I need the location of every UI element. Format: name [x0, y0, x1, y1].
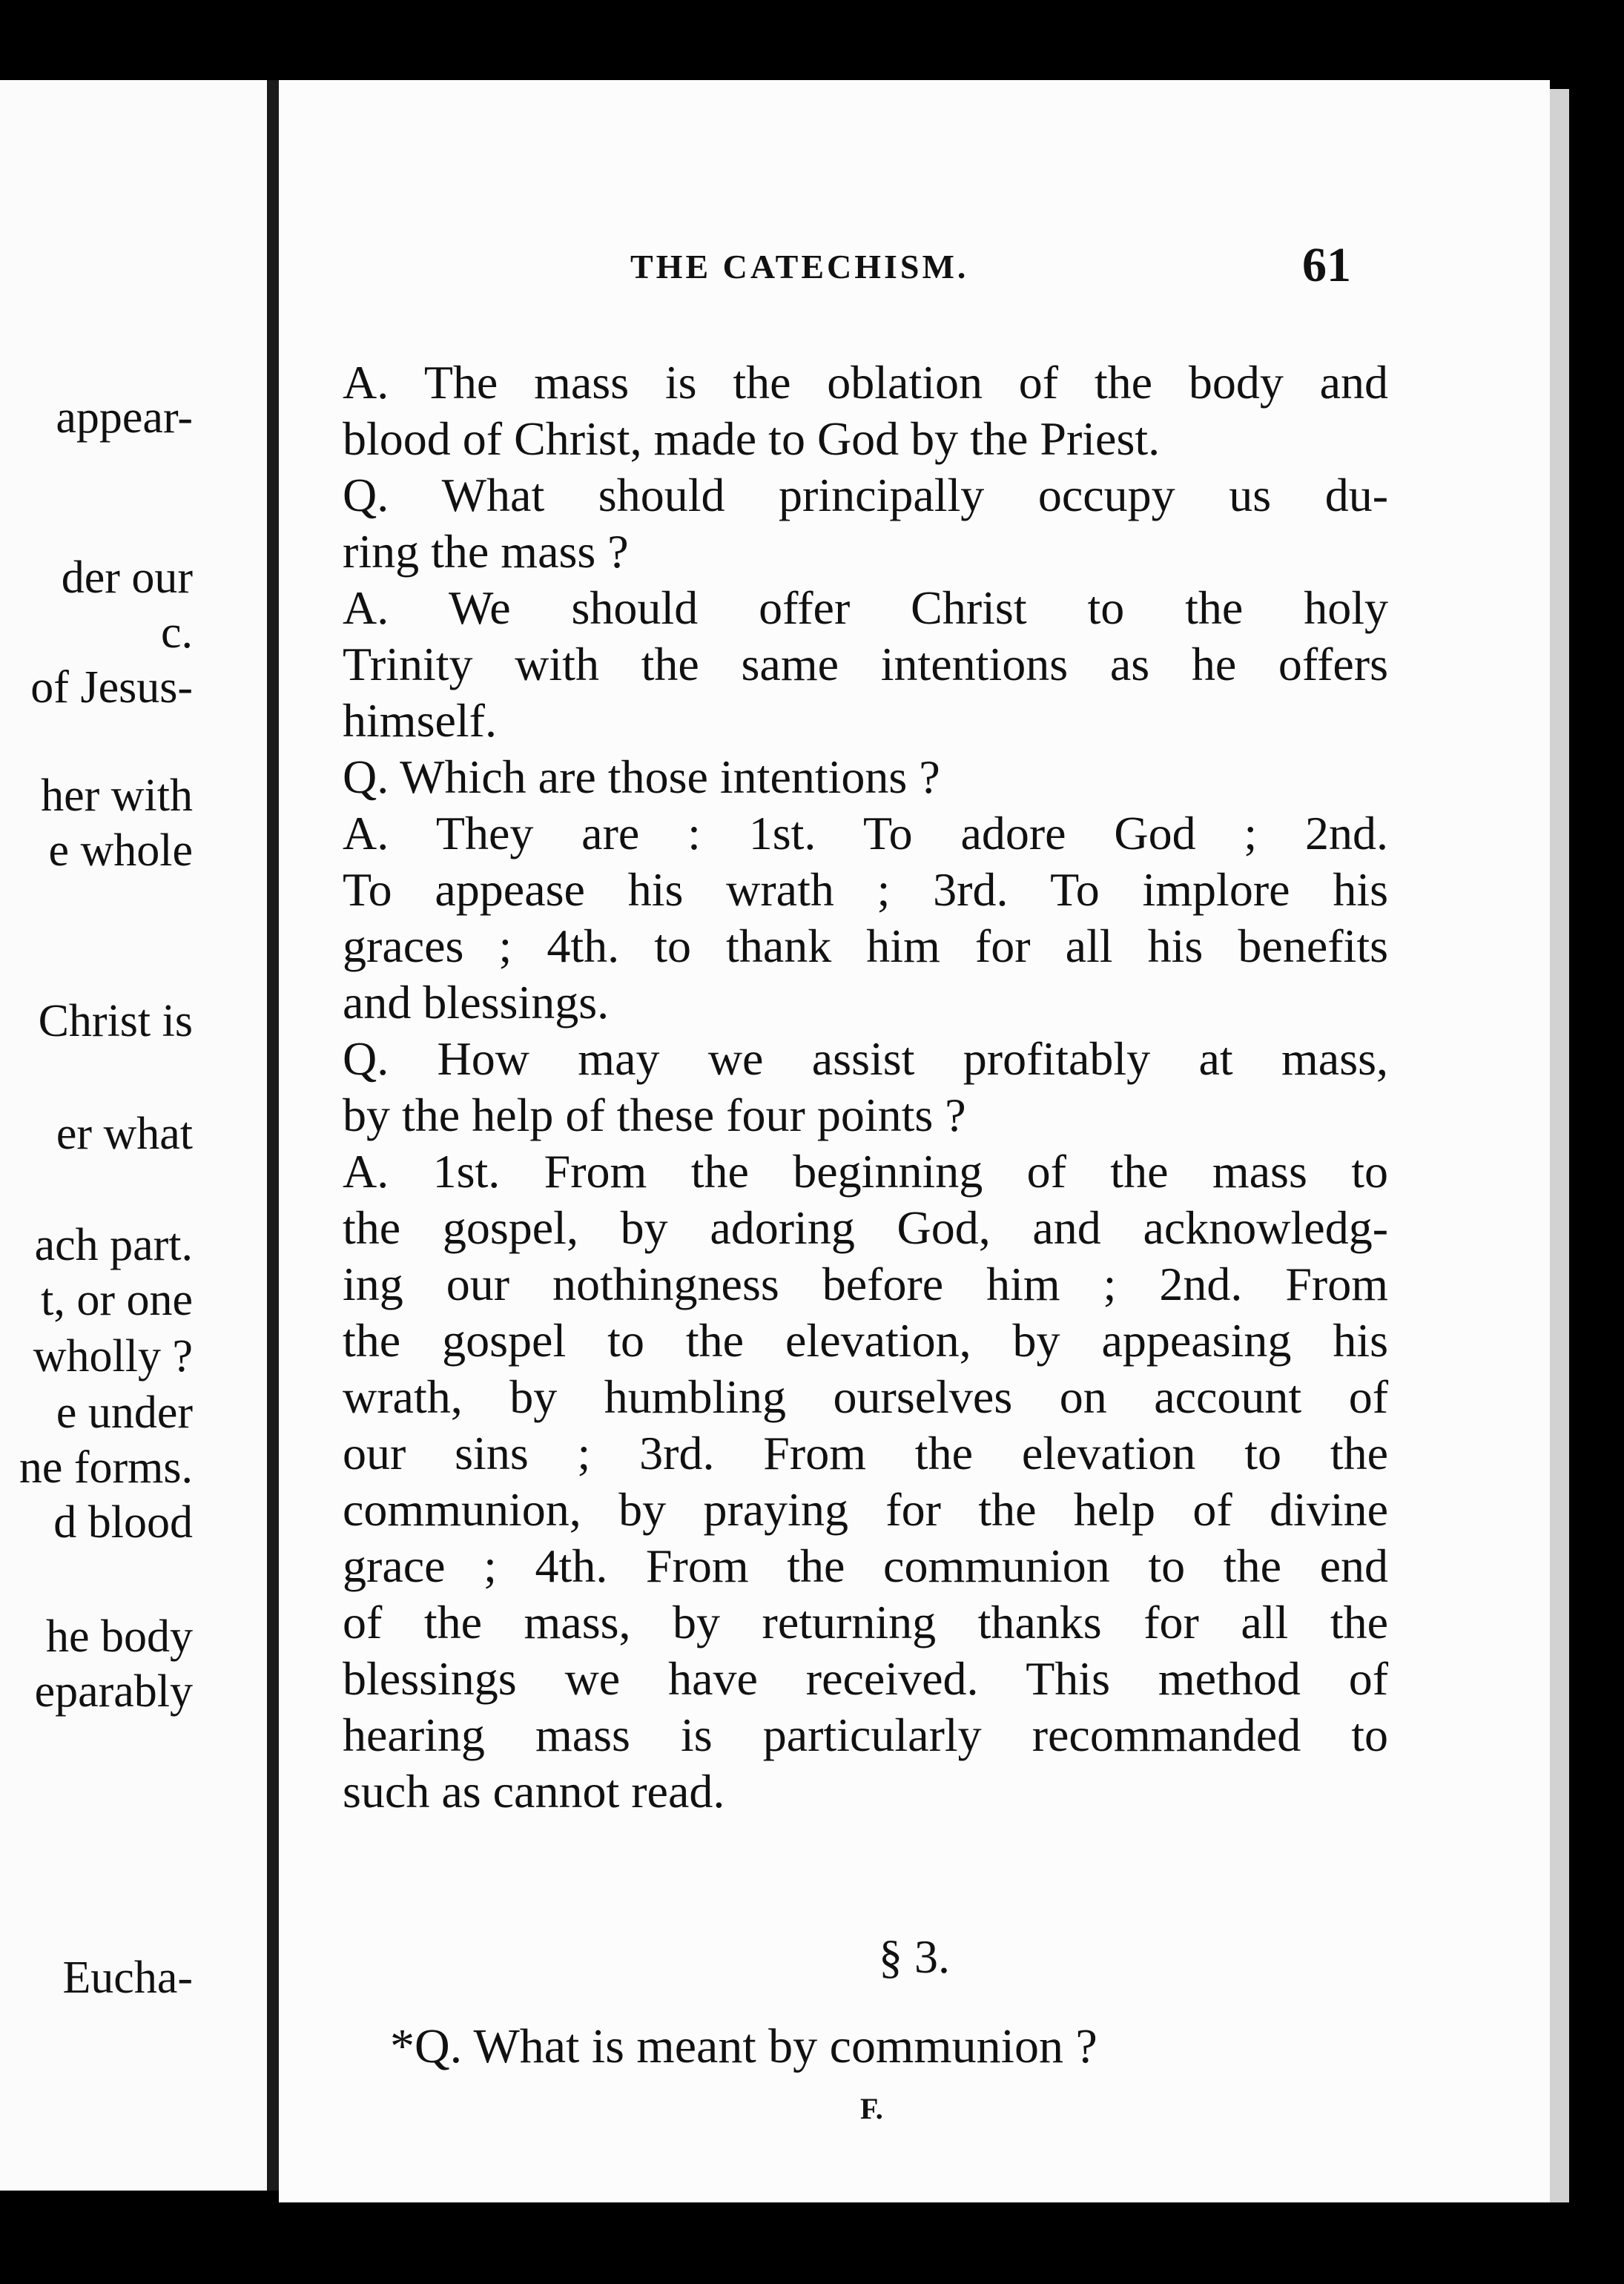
text-line: by the help of these four points ? [343, 1089, 966, 1141]
left-line: appear- [56, 392, 193, 443]
right-page [279, 80, 1550, 2202]
left-line: d blood [53, 1497, 193, 1548]
left-line: e whole [48, 825, 193, 876]
book-gutter [267, 80, 279, 2191]
left-line: ne forms. [19, 1442, 193, 1493]
text-line: and blessings. [343, 976, 610, 1029]
left-line: of Jesus- [30, 662, 193, 713]
text-line: Q. What should principally occupy us du- [343, 469, 1388, 521]
text-line: of the mass, by returning thanks for all the [343, 1596, 1388, 1648]
text-line: the gospel, by adoring God, and acknowledg- [343, 1201, 1388, 1254]
left-line: ach part. [34, 1220, 193, 1270]
text-line: such as cannot read. [343, 1765, 725, 1818]
text-line: Trinity with the same intentions as he offers [343, 638, 1388, 690]
text-line: A. We should offer Christ to the holy [343, 581, 1388, 634]
left-line: her with [41, 770, 193, 821]
text-line: A. The mass is the oblation of the body and [343, 356, 1388, 409]
text-line: the gospel to the elevation, by appeasing his [343, 1314, 1388, 1367]
section-mark: § 3. [879, 1930, 950, 1983]
left-line: er what [56, 1109, 193, 1159]
left-line: Eucha- [62, 1953, 193, 2003]
body-text [343, 354, 1388, 1820]
text-line: A. 1st. From the beginning of the mass to [343, 1145, 1388, 1198]
text-line: graces ; 4th. to thank him for all his benefits [343, 920, 1388, 972]
running-head: THE CATECHISM. [630, 248, 969, 286]
left-line: t, or one [41, 1275, 193, 1325]
signature-mark: F. [860, 2092, 883, 2125]
text-line: communion, by praying for the help of divine [343, 1483, 1388, 1536]
page-number: 61 [1302, 238, 1351, 292]
left-line: he body [45, 1611, 193, 1662]
left-line: Christ is [38, 996, 193, 1046]
left-line: e under [56, 1387, 193, 1438]
text-line: himself. [343, 694, 497, 747]
text-line: blessings we have received. This method of [343, 1652, 1388, 1705]
text-line: To appease his wrath ; 3rd. To implore his [343, 863, 1388, 916]
text-line: Q. How may we assist profitably at mass, [343, 1032, 1388, 1085]
left-line: der our [61, 552, 193, 603]
text-line: wrath, by humbling ourselves on account of [343, 1370, 1388, 1423]
page-edge [1550, 89, 1569, 2202]
text-line: grace ; 4th. From the communion to the end [343, 1539, 1388, 1592]
left-page-fragment [0, 80, 267, 2191]
text-line: our sins ; 3rd. From the elevation to the [343, 1427, 1388, 1479]
text-line: hearing mass is particularly recommanded to [343, 1709, 1388, 1761]
text-line: Q. Which are those intentions ? [343, 750, 940, 803]
final-question: *Q. What is meant by communion ? [390, 2019, 1097, 2073]
text-line: A. They are : 1st. To adore God ; 2nd. [343, 807, 1388, 859]
text-line: ing our nothingness before him ; 2nd. From [343, 1258, 1388, 1310]
left-line: wholly ? [33, 1331, 193, 1382]
text-line: ring the mass ? [343, 525, 629, 578]
left-line: c. [160, 607, 193, 658]
left-line: eparably [34, 1666, 193, 1717]
text-line: blood of Christ, made to God by the Priest. [343, 412, 1161, 465]
